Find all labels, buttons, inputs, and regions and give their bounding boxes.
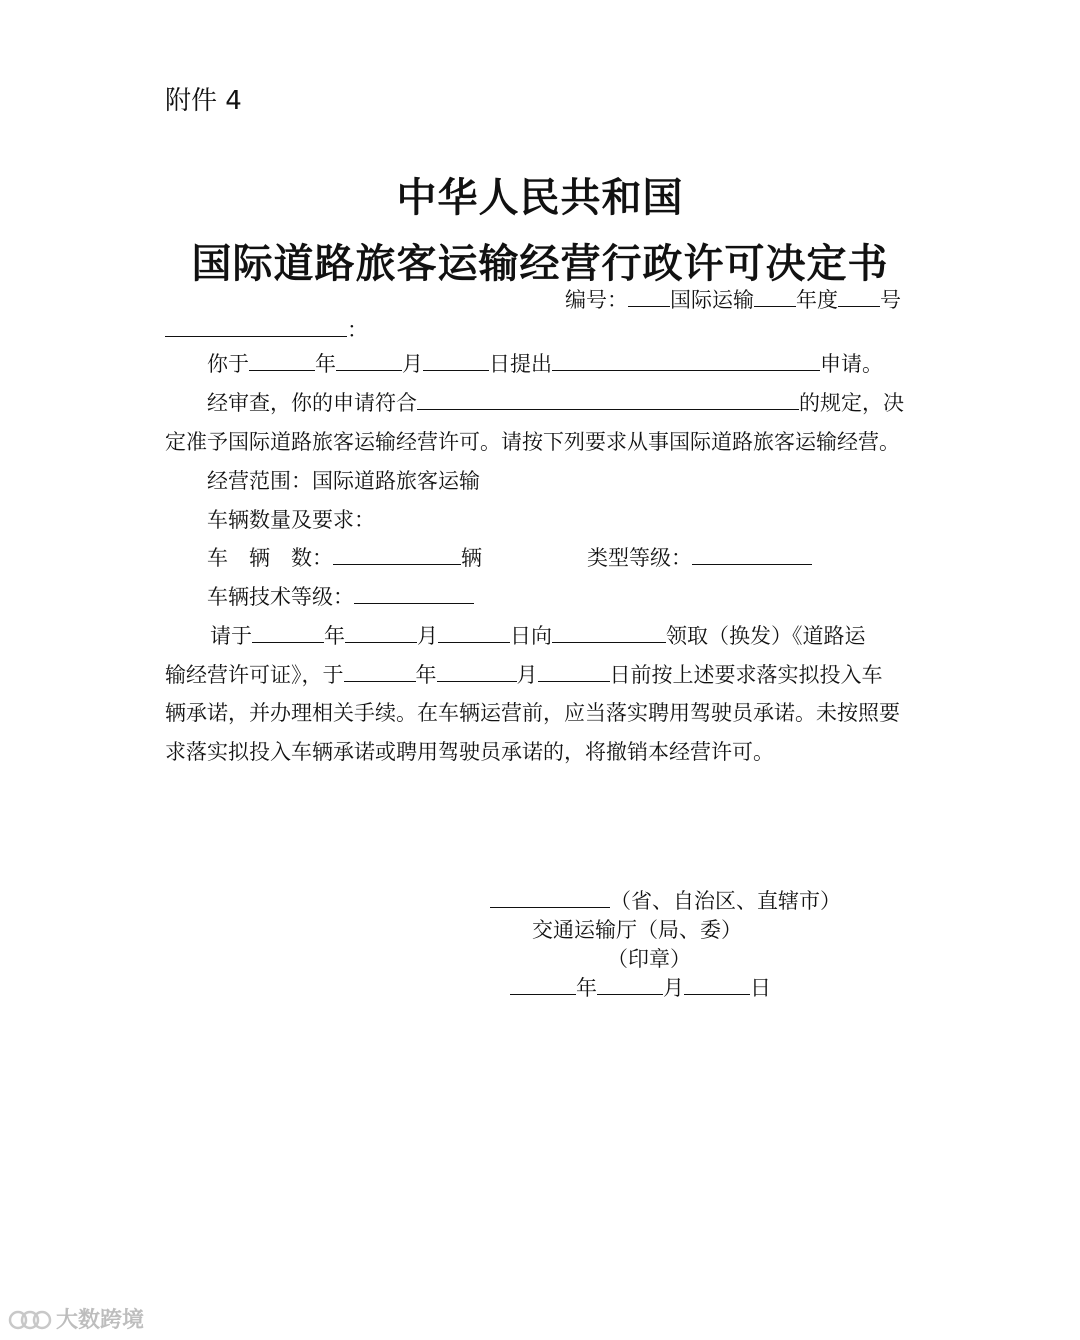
paragraph-review-cont: 定准予国际道路旅客运输经营许可。请按下列要求从事国际道路旅客运输经营。 [165, 430, 900, 454]
signature-dept: 交通运输厅（局、委） [532, 918, 742, 942]
document-title-line2: 国际道路旅客运输经营行政许可决定书 [191, 241, 889, 287]
vehicle-count-line: 车 辆 数： 辆 [207, 546, 482, 570]
regulation-blank [417, 391, 799, 410]
signature-seal: （印章） [607, 947, 691, 971]
signature-date: 年 月 日 [510, 972, 771, 1002]
number-blank-2 [754, 288, 796, 307]
vehicle-type-blank [692, 546, 812, 565]
application-blank [552, 352, 820, 371]
attachment-label: 附件 4 [165, 86, 242, 116]
issuer-blank [552, 624, 666, 643]
watermark-text: 大数跨境 [56, 1308, 145, 1333]
vehicle-type-line: 类型等级： [587, 542, 812, 572]
document-title-line1: 中华人民共和国 [396, 175, 684, 221]
tech-grade-line: 车辆技术等级： [207, 581, 474, 611]
number-blank-3 [838, 288, 880, 307]
paragraph-collect-l2: 输经营许可证》，于 年 月 日前按上述要求落实拟投入车 [165, 663, 883, 687]
business-scope: 经营范围：国际道路旅客运输 [207, 469, 480, 493]
tech-grade-blank [354, 585, 474, 604]
paragraph-collect-l3: 辆承诺，并办理相关手续。在车辆运营前，应当落实聘用驾驶员承诺。未按照要 [165, 701, 900, 725]
addressee-blank [165, 318, 347, 337]
signature-region: （省、自治区、直辖市） [490, 885, 841, 915]
paragraph-collect-l1: 请于 年 月 日向 领取（换发）《道路运 [210, 624, 866, 648]
addressee-line: ： [165, 314, 368, 344]
watermark-logo-icon [8, 1306, 52, 1332]
vehicle-requirements: 车辆数量及要求： [207, 508, 375, 532]
paragraph-review: 经审查，你的申请符合 的规定，决 [207, 391, 904, 415]
document-number-line: 编号： 国际运输 年度 号 [565, 288, 901, 312]
paragraph-application: 你于 年 月 日提出 申请。 [207, 352, 883, 376]
paragraph-collect-l4: 求落实拟投入车辆承诺或聘用驾驶员承诺的，将撤销本经营许可。 [165, 740, 774, 764]
region-blank [490, 889, 610, 908]
watermark [8, 1303, 144, 1334]
vehicle-count-blank [333, 546, 461, 565]
number-blank-1 [628, 288, 670, 307]
